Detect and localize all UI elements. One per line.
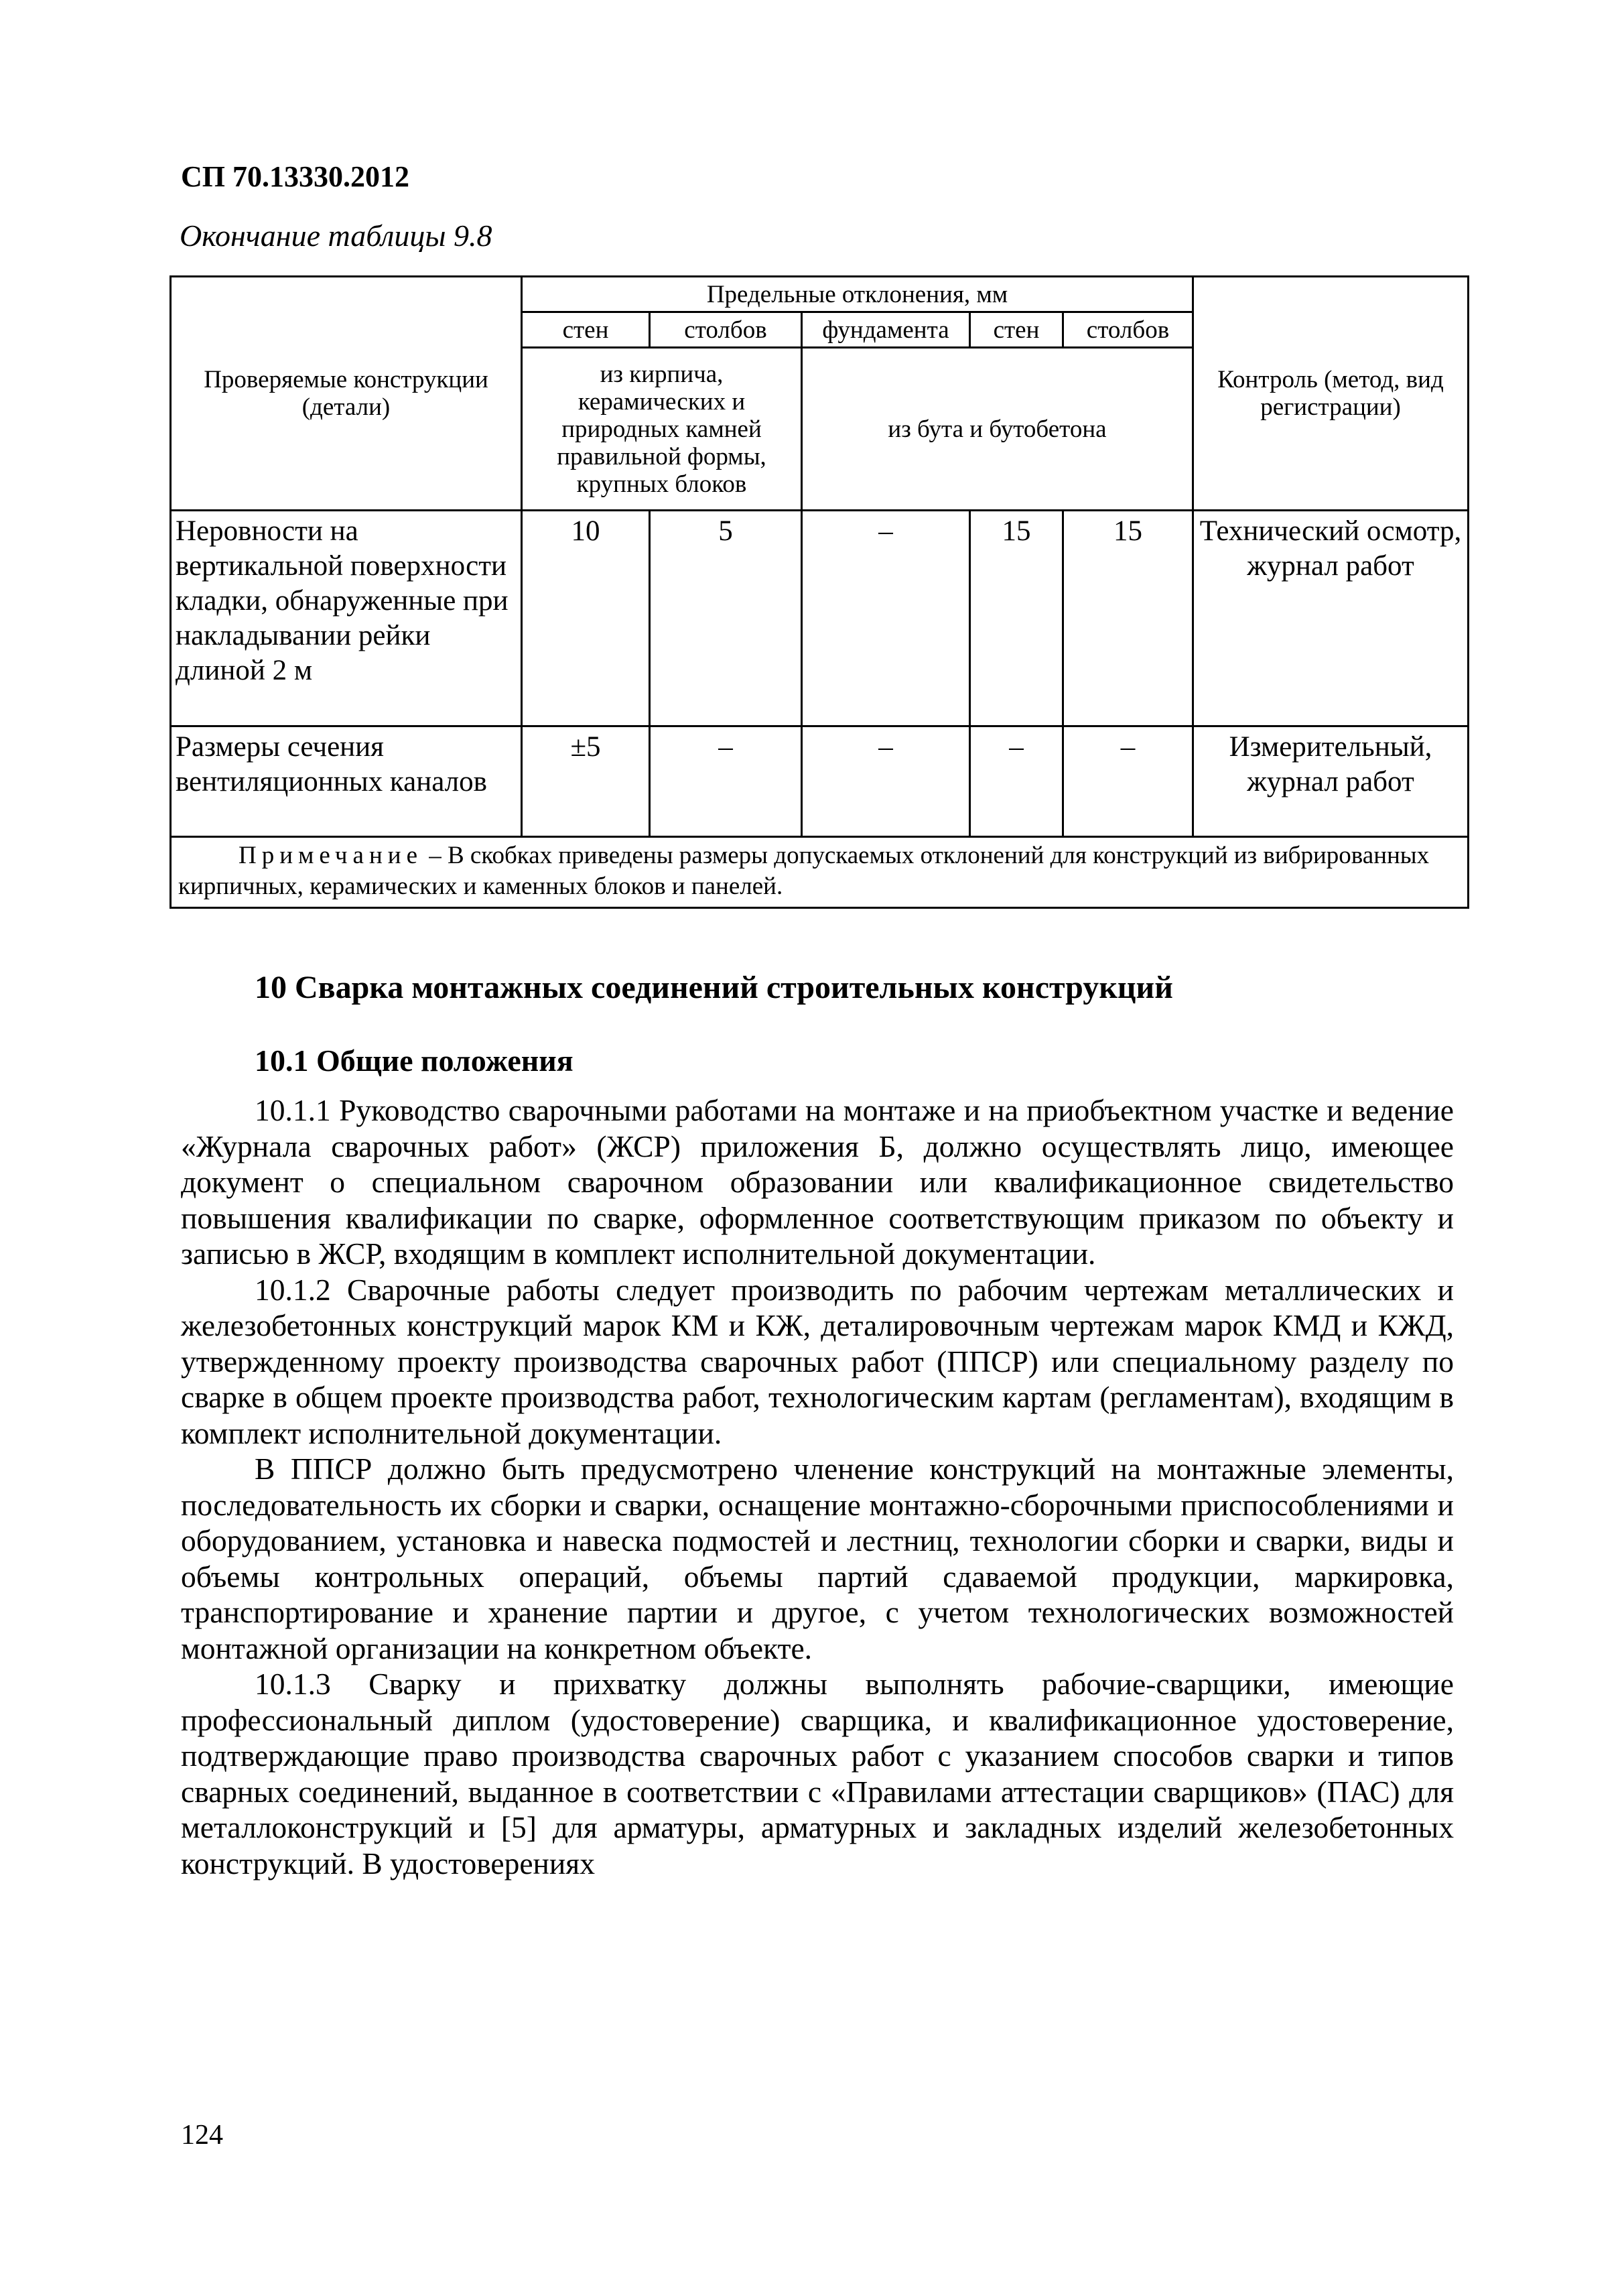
header-deviations: Предельные отклонения, мм: [522, 277, 1193, 312]
note-label: Примечание: [239, 842, 423, 869]
body-text: [181, 1092, 1454, 1881]
cell: –: [650, 726, 802, 837]
header-checked-structures: Проверяемые конструкции (детали): [171, 277, 522, 511]
table-caption: Окончание таблицы 9.8: [180, 218, 492, 253]
paragraph: В ППСР должно быть предусмотрено членение конструкций на монтажные элементы, последовательность их сборки и сварки, оснащение монтажно-сборочными приспособлениями и оборудованием, установка и навеска подмостей и лестниц, технологии сборки и сварки, виды и объемы контрольных операций, объемы партий сдаваемой продукции, маркировка, транспортирование и хранение партии и другое, с учетом технологических возможностей монтажной организации на конкретном объекте.: [181, 1452, 1454, 1665]
note-text: – В скобках приведены размеры допускаемых отклонений для конструкций из вибрированных кирпичных, керамических и каменных блоков и панелей.: [178, 842, 1430, 900]
document-code: СП 70.13330.2012: [181, 160, 409, 193]
material-rubble: из бута и бутобетона: [802, 348, 1193, 511]
subsection-heading: 10.1 Общие положения: [255, 1043, 573, 1078]
subheader: столбов: [1063, 312, 1193, 348]
subheader: столбов: [650, 312, 802, 348]
subheader: стен: [970, 312, 1063, 348]
cell: –: [802, 511, 970, 726]
cell: 5: [650, 511, 802, 726]
material-brick: из кирпича, керамических и природных камней правильной формы, крупных блоков: [522, 348, 802, 511]
table-row: [171, 511, 1469, 726]
cell: –: [970, 726, 1063, 837]
cell: 15: [970, 511, 1063, 726]
paragraph: 10.1.3 Сварку и прихватку должны выполнять рабочие-сварщики, имеющие профессиональный диплом (удостоверение) сварщика, и квалификационное удостоверение, подтверждающие право производства сварочных работ с указанием способов сварки и типов сварных соединений, выданное в соответствии с «Правилами аттестации сварщиков» (ПАС) для металлоконструкций и [5] для арматуры, арматурных и закладных изделий железобетонных конструкций. В удостоверениях: [181, 1667, 1454, 1880]
subheader: фундамента: [802, 312, 970, 348]
row-control: Измерительный, журнал работ: [1193, 726, 1469, 837]
table-note: [171, 837, 1469, 908]
row-name: Неровности на вертикальной поверхности кладки, обнаруженные при накладывании рейки длиной 2 м: [171, 511, 522, 726]
cell: 10: [522, 511, 650, 726]
row-name: Размеры сечения вентиляционных каналов: [171, 726, 522, 837]
tolerance-table: [170, 275, 1469, 909]
paragraph: 10.1.1 Руководство сварочными работами на монтаже и на приобъектном участке и ведение «Журнала сварочных работ» (ЖСР) приложения Б, должно осуществлять лицо, имеющее документ о специальном сварочном образовании или квалификационное свидетельство повышения квалификации по сварке, оформленное соответствующим приказом по объекту и записью в ЖСР, входящим в комплект исполнительной документации.: [181, 1093, 1454, 1271]
cell: –: [1063, 726, 1193, 837]
header-control: Контроль (метод, вид регистрации): [1193, 277, 1469, 511]
row-control: Технический осмотр, журнал работ: [1193, 511, 1469, 726]
table-row: [171, 726, 1469, 837]
page-number: 124: [181, 2120, 223, 2151]
section-heading: 10 Сварка монтажных соединений строительных конструкций: [255, 970, 1173, 1005]
cell: ±5: [522, 726, 650, 837]
cell: 15: [1063, 511, 1193, 726]
subheader: стен: [522, 312, 650, 348]
cell: –: [802, 726, 970, 837]
paragraph: 10.1.2 Сварочные работы следует производить по рабочим чертежам металлических и железобетонных конструкций марок КМ и КЖ, деталировочным чертежам марок КМД и КЖД, утвержденному проекту производства сварочных работ (ППСР) или специальному разделу по сварке в общем проекте производства работ, технологическим картам (регламентам), входящим в комплект исполнительной документации.: [181, 1272, 1454, 1450]
